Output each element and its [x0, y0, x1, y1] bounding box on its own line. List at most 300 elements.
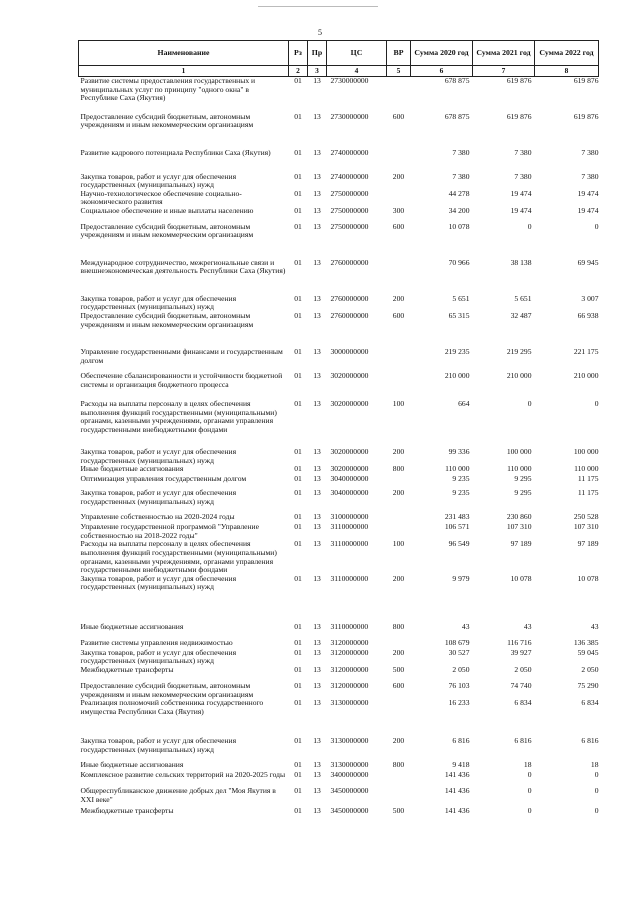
row-vr: [387, 190, 411, 207]
header-cs: ЦС: [327, 41, 387, 66]
row-pr: 13: [313, 311, 321, 321]
row-rz: 01: [294, 257, 302, 267]
row-name: Иные бюджетные ассигнования: [80, 621, 184, 631]
row-cs: 3450000000: [330, 806, 369, 816]
row-cs: 2760000000: [330, 311, 369, 321]
row-vr: 600: [392, 681, 405, 690]
row-sum-2020: 7 380: [452, 171, 470, 181]
row-cs: 3040000000: [330, 474, 369, 484]
row-name: Управление государственной программой "Управление собственностью на 2018-2022 годы": [80, 522, 259, 540]
row-sum-2022: 210 000: [573, 371, 599, 381]
row-cs: 3120000000: [330, 647, 369, 657]
row-pr: 13: [313, 171, 321, 181]
table-row: [79, 540, 599, 574]
row-sum-2020: 231 483: [444, 512, 470, 522]
row-sum-2022: 0: [594, 806, 599, 816]
row-rz: 01: [294, 76, 302, 85]
row-name: Закупка товаров, работ и услуг для обеспечения государственных (муниципальных) нужд: [80, 647, 237, 666]
column-number: 2: [289, 66, 308, 77]
row-rz: 01: [294, 539, 302, 549]
row-cs: 3110000000: [330, 621, 369, 631]
row-cs: 2740000000: [330, 147, 369, 157]
row-sum-2021: 2 050: [514, 665, 532, 674]
row-rz: 01: [294, 171, 302, 181]
row-cs: 2750000000: [330, 221, 369, 231]
row-vr: [387, 771, 411, 787]
row-rz: 01: [294, 347, 302, 357]
column-number-row: [79, 66, 599, 77]
table-row: [79, 77, 599, 113]
row-pr: 13: [313, 257, 321, 267]
table-header-row: [79, 41, 599, 66]
row-pr: 13: [313, 786, 321, 796]
row-cs: 3400000000: [330, 770, 369, 780]
row-sum-2021: 32 487: [510, 311, 532, 321]
row-cs: 2750000000: [330, 188, 369, 198]
row-sum-2020: 678 875: [444, 76, 470, 85]
row-pr: 13: [313, 188, 321, 198]
row-cs: 2730000000: [330, 111, 369, 121]
table-row: [79, 372, 599, 400]
row-sum-2022: 19 474: [577, 188, 599, 198]
row-cs: 2760000000: [330, 257, 369, 267]
row-sum-2020: 99 336: [448, 447, 470, 457]
row-rz: 01: [294, 522, 302, 532]
row-pr: 13: [313, 698, 321, 708]
row-sum-2022: 69 945: [577, 257, 599, 267]
table-row: [79, 623, 599, 639]
row-name: Межбюджетные трансферты: [80, 806, 174, 816]
header-sum-2022: Сумма 2022 год: [535, 41, 599, 66]
table-row: [79, 807, 599, 823]
column-number: 8: [535, 66, 599, 77]
row-sum-2021: 7 380: [514, 147, 532, 157]
row-name: Закупка товаров, работ и услуг для обеспечения государственных (муниципальных) нужд: [80, 488, 237, 506]
row-sum-2022: 100 000: [573, 447, 599, 457]
table-row: [79, 666, 599, 682]
row-rz: 01: [294, 681, 302, 690]
row-cs: 3110000000: [330, 539, 369, 549]
row-rz: 01: [294, 488, 302, 498]
row-name: Управление государственными финансами и государственным долгом: [80, 347, 283, 365]
row-vr: [387, 348, 411, 372]
row-cs: 3120000000: [330, 637, 369, 647]
row-name: Иные бюджетные ассигнования: [80, 760, 184, 770]
row-rz: 01: [294, 512, 302, 522]
row-name: Развитие кадрового потенциала Республики Саха (Якутия): [80, 147, 271, 157]
row-name: Развитие системы управления недвижимостью: [80, 637, 233, 647]
row-pr: 13: [313, 474, 321, 484]
row-sum-2021: 107 310: [506, 522, 532, 532]
row-sum-2022: 6 834: [581, 698, 599, 708]
row-sum-2021: 100 000: [506, 447, 532, 457]
table-row: [79, 475, 599, 489]
row-rz: 01: [294, 760, 302, 770]
row-sum-2020: 141 436: [444, 806, 470, 816]
row-pr: 13: [313, 447, 321, 457]
row-sum-2022: 10 078: [577, 573, 599, 583]
row-vr: [387, 787, 411, 807]
row-pr: 13: [313, 621, 321, 631]
column-number: 1: [79, 66, 289, 77]
row-name: Закупка товаров, работ и услуг для обеспечения государственных (муниципальных) нужд: [80, 573, 237, 592]
row-cs: 3120000000: [330, 681, 369, 690]
row-sum-2020: 210 000: [444, 371, 470, 381]
table-row: [79, 190, 599, 207]
row-sum-2022: 221 175: [573, 347, 599, 357]
row-vr: 200: [392, 293, 405, 303]
header-vr: ВР: [387, 41, 411, 66]
row-rz: 01: [294, 665, 302, 674]
table-row: [79, 737, 599, 761]
row-name: Комплексное развитие сельских территорий на 2020-2025 годы: [80, 770, 286, 780]
row-sum-2022: 2 050: [581, 665, 599, 674]
scan-top-mark: [258, 6, 378, 7]
row-vr: 300: [392, 205, 405, 215]
row-rz: 01: [294, 806, 302, 816]
header-name: Наименование: [79, 41, 289, 66]
row-sum-2020: 43: [461, 621, 470, 631]
row-sum-2020: 65 315: [448, 311, 470, 321]
table-row: [79, 259, 599, 295]
row-name: Предоставление субсидий бюджетным, автономным учреждениям и иным некоммерческим организациям: [80, 681, 254, 699]
row-rz: 01: [294, 293, 302, 303]
row-sum-2020: 70 966: [448, 257, 470, 267]
row-sum-2022: 43: [590, 621, 599, 631]
row-sum-2021: 110 000: [507, 464, 532, 474]
row-sum-2022: 18: [590, 760, 599, 770]
row-sum-2022: 97 189: [577, 539, 599, 549]
row-rz: 01: [294, 770, 302, 780]
row-rz: 01: [294, 188, 302, 198]
column-number: 5: [387, 66, 411, 77]
row-rz: 01: [294, 573, 302, 583]
table-row: [79, 348, 599, 372]
row-sum-2021: 6 834: [514, 698, 532, 708]
row-sum-2022: 75 290: [577, 681, 599, 690]
row-vr: 600: [392, 311, 405, 321]
table-row: [79, 575, 599, 623]
row-sum-2022: 107 310: [573, 522, 599, 532]
row-rz: 01: [294, 205, 302, 215]
row-name: Международное сотрудничество, межрегиональные связи и внешнеэкономическая деятельность Республики Саха (Якутия): [80, 257, 286, 276]
table-row: [79, 448, 599, 465]
header-sum-2021: Сумма 2021 год: [473, 41, 535, 66]
row-pr: 13: [313, 647, 321, 657]
column-number: 7: [473, 66, 535, 77]
row-rz: 01: [294, 147, 302, 157]
row-name: Обеспечение сбалансированности и устойчивости бюджетной системы и организация бюджетного процесса: [80, 371, 283, 389]
row-pr: 13: [313, 205, 321, 215]
row-sum-2020: 141 436: [444, 786, 470, 796]
row-vr: [387, 699, 411, 737]
row-cs: 3020000000: [330, 464, 369, 474]
row-sum-2022: 59 045: [577, 647, 599, 657]
table-row: [79, 113, 599, 149]
row-sum-2021: 38 138: [510, 257, 532, 267]
row-sum-2022: 136 385: [573, 637, 599, 647]
row-cs: 3110000000: [330, 522, 369, 532]
row-name: Управление собственностью на 2020-2024 годы: [80, 512, 235, 522]
row-vr: 500: [392, 665, 405, 674]
row-sum-2022: 11 175: [577, 474, 599, 484]
row-sum-2021: 7 380: [514, 171, 532, 181]
row-name: Научно-технологическое обеспечение социально-экономического развития: [80, 188, 242, 207]
row-pr: 13: [313, 293, 321, 303]
row-sum-2022: 6 816: [581, 736, 599, 746]
row-rz: 01: [294, 221, 302, 231]
row-cs: 2740000000: [330, 171, 369, 181]
row-sum-2022: 11 175: [577, 488, 599, 498]
row-sum-2020: 9 979: [452, 573, 470, 583]
row-sum-2020: 664: [458, 399, 470, 409]
row-cs: 3020000000: [330, 371, 369, 381]
row-sum-2021: 219 295: [506, 347, 532, 357]
row-sum-2020: 9 235: [452, 474, 470, 484]
row-cs: 3130000000: [330, 736, 369, 746]
table-row: [79, 207, 599, 223]
row-pr: 13: [313, 512, 321, 522]
table-row: [79, 312, 599, 348]
row-sum-2021: 5 651: [514, 293, 532, 303]
row-pr: 13: [313, 539, 321, 549]
row-vr: 100: [392, 539, 405, 549]
row-cs: 3110000000: [330, 573, 369, 583]
row-sum-2020: 106 571: [444, 522, 470, 532]
row-sum-2021: 10 078: [510, 573, 532, 583]
table-row: [79, 699, 599, 737]
row-cs: 3130000000: [330, 760, 369, 770]
row-vr: 600: [392, 221, 405, 231]
row-sum-2021: 9 295: [514, 488, 532, 498]
row-sum-2022: 0: [594, 399, 599, 409]
row-pr: 13: [313, 681, 321, 690]
table-row: [79, 295, 599, 312]
row-rz: 01: [294, 111, 302, 121]
row-sum-2021: 210 000: [506, 371, 532, 381]
row-cs: 3120000000: [330, 665, 369, 674]
row-name: Предоставление субсидий бюджетным, автономным учреждениям и иным некоммерческим организациям: [80, 221, 254, 240]
row-name: Оптимизация управления государственным долгом: [80, 474, 247, 484]
row-name: Развитие системы предоставления государственных и муниципальных услуг по принципу "одного окна" в Республике Саха (Якутия): [80, 76, 256, 103]
row-rz: 01: [294, 786, 302, 796]
row-vr: 800: [392, 464, 405, 474]
row-name: Иные бюджетные ассигнования: [80, 464, 184, 474]
row-pr: 13: [313, 488, 321, 498]
row-vr: [387, 372, 411, 400]
row-sum-2020: 30 527: [448, 647, 470, 657]
row-vr: 800: [392, 621, 405, 631]
row-sum-2022: 0: [594, 786, 599, 796]
row-cs: 3450000000: [330, 786, 369, 796]
row-vr: 200: [392, 447, 405, 457]
row-cs: 3130000000: [330, 698, 369, 708]
row-pr: 13: [313, 399, 321, 409]
row-pr: 13: [313, 522, 321, 532]
row-rz: 01: [294, 621, 302, 631]
row-name: Расходы на выплаты персоналу в целях обеспечения выполнения функций государственными (муниципальными) органами, казенными учреждениями, органами управления государственными внебюджетными фондами: [80, 539, 277, 575]
row-rz: 01: [294, 311, 302, 321]
row-pr: 13: [313, 347, 321, 357]
row-vr: [387, 523, 411, 540]
row-sum-2021: 116 716: [507, 637, 532, 647]
row-vr: 100: [392, 399, 405, 409]
row-sum-2020: 9 418: [452, 760, 470, 770]
row-sum-2021: 43: [523, 621, 532, 631]
row-vr: [387, 149, 411, 173]
table-row: [79, 787, 599, 807]
row-sum-2020: 108 679: [444, 637, 470, 647]
row-rz: 01: [294, 736, 302, 746]
row-rz: 01: [294, 647, 302, 657]
row-sum-2022: 7 380: [581, 147, 599, 157]
row-name: Предоставление субсидий бюджетным, автономным учреждениям и иным некоммерческим организациям: [80, 111, 254, 130]
table-row: [79, 223, 599, 259]
table-row: [79, 682, 599, 699]
row-pr: 13: [313, 637, 321, 647]
row-vr: [387, 77, 411, 113]
row-sum-2020: 7 380: [452, 147, 470, 157]
row-sum-2021: 0: [527, 786, 532, 796]
row-sum-2022: 0: [594, 221, 599, 231]
row-name: Предоставление субсидий бюджетным, автономным учреждениям и иным некоммерческим организациям: [80, 311, 254, 329]
row-sum-2020: 34 200: [448, 205, 470, 215]
row-pr: 13: [313, 573, 321, 583]
row-sum-2022: 3 007: [581, 293, 599, 303]
row-name: Социальное обеспечение и иные выплаты населению: [80, 205, 254, 215]
row-vr: [387, 475, 411, 489]
row-vr: 200: [392, 573, 405, 583]
row-vr: [387, 513, 411, 523]
row-pr: 13: [313, 76, 321, 85]
row-sum-2020: 9 235: [452, 488, 470, 498]
row-sum-2020: 16 233: [448, 698, 470, 708]
row-pr: 13: [313, 760, 321, 770]
row-sum-2020: 110 000: [445, 464, 470, 474]
row-sum-2020: 96 549: [448, 539, 470, 549]
column-number: 6: [411, 66, 473, 77]
header-sum-2020: Сумма 2020 год: [411, 41, 473, 66]
row-rz: 01: [294, 371, 302, 381]
row-rz: 01: [294, 464, 302, 474]
row-name: Межбюджетные трансферты: [80, 665, 174, 674]
header-pr: Пр: [308, 41, 327, 66]
page-number: 5: [318, 28, 322, 37]
budget-table: [78, 40, 599, 823]
row-pr: 13: [313, 111, 321, 121]
row-vr: 800: [392, 760, 405, 770]
table-row: [79, 649, 599, 666]
row-pr: 13: [313, 736, 321, 746]
row-name: Закупка товаров, работ и услуг для обеспечения государственных (муниципальных) нужд: [80, 171, 237, 190]
header-rz: Рз: [289, 41, 308, 66]
table-row: [79, 400, 599, 448]
row-sum-2022: 19 474: [577, 205, 599, 215]
row-sum-2020: 2 050: [452, 665, 470, 674]
row-sum-2021: 0: [527, 221, 532, 231]
row-sum-2021: 74 740: [510, 681, 532, 690]
row-pr: 13: [313, 221, 321, 231]
table-body: [79, 77, 599, 824]
row-sum-2021: 39 927: [510, 647, 532, 657]
row-sum-2022: 0: [594, 770, 599, 780]
row-sum-2021: 6 816: [514, 736, 532, 746]
row-cs: 2760000000: [330, 293, 369, 303]
row-name: Закупка товаров, работ и услуг для обеспечения государственных (муниципальных) нужд: [80, 447, 237, 465]
table-row: [79, 771, 599, 787]
row-sum-2022: 619 876: [573, 76, 599, 85]
row-sum-2022: 250 528: [573, 512, 599, 522]
row-sum-2020: 219 235: [444, 347, 470, 357]
row-rz: 01: [294, 637, 302, 647]
row-cs: 3040000000: [330, 488, 369, 498]
row-vr: 200: [392, 488, 405, 498]
row-sum-2021: 18: [523, 760, 532, 770]
row-sum-2022: 7 380: [581, 171, 599, 181]
row-rz: 01: [294, 474, 302, 484]
row-sum-2021: 0: [527, 770, 532, 780]
table-row: [79, 489, 599, 513]
row-sum-2022: 110 000: [574, 464, 599, 474]
table-row: [79, 523, 599, 540]
row-sum-2021: 0: [527, 806, 532, 816]
row-sum-2020: 6 816: [452, 736, 470, 746]
row-sum-2022: 619 876: [573, 111, 599, 121]
row-cs: 3020000000: [330, 399, 369, 409]
row-rz: 01: [294, 447, 302, 457]
row-vr: 200: [392, 171, 405, 181]
row-cs: 3020000000: [330, 447, 369, 457]
row-sum-2020: 678 875: [444, 111, 470, 121]
row-sum-2022: 66 938: [577, 311, 599, 321]
row-sum-2021: 230 860: [506, 512, 532, 522]
row-cs: 3100000000: [330, 512, 369, 522]
row-name: Общереспубликанское движение добрых дел "Моя Якутия в XXI веке": [80, 786, 276, 804]
row-name: Реализация полномочий собственника государственного имущества Республики Саха (Якутия): [80, 698, 264, 716]
row-vr: 200: [392, 736, 405, 746]
row-sum-2020: 44 278: [448, 188, 470, 198]
row-pr: 13: [313, 770, 321, 780]
row-cs: 2730000000: [330, 76, 369, 85]
column-number: 4: [327, 66, 387, 77]
row-pr: 13: [313, 464, 321, 474]
row-sum-2021: 619 876: [506, 76, 532, 85]
row-pr: 13: [313, 665, 321, 674]
row-sum-2021: 9 295: [514, 474, 532, 484]
row-vr: 500: [392, 806, 405, 816]
row-sum-2020: 10 078: [448, 221, 470, 231]
row-pr: 13: [313, 147, 321, 157]
table-row: [79, 149, 599, 173]
row-sum-2020: 141 436: [444, 770, 470, 780]
row-pr: 13: [313, 371, 321, 381]
row-sum-2021: 619 876: [506, 111, 532, 121]
row-pr: 13: [313, 806, 321, 816]
row-sum-2021: 97 189: [510, 539, 532, 549]
row-sum-2021: 19 474: [510, 188, 532, 198]
row-rz: 01: [294, 399, 302, 409]
row-vr: 200: [392, 647, 405, 657]
row-cs: 2750000000: [330, 205, 369, 215]
table-row: [79, 173, 599, 190]
row-cs: 3000000000: [330, 347, 369, 357]
row-sum-2021: 0: [527, 399, 532, 409]
row-name: Расходы на выплаты персоналу в целях обеспечения выполнения функций государственными (муниципальными) органами, казенными учреждениями, органами управления государственными внебюджетными фондами: [80, 399, 277, 434]
column-number: 3: [308, 66, 327, 77]
row-rz: 01: [294, 698, 302, 708]
row-vr: [387, 259, 411, 295]
row-sum-2021: 19 474: [510, 205, 532, 215]
